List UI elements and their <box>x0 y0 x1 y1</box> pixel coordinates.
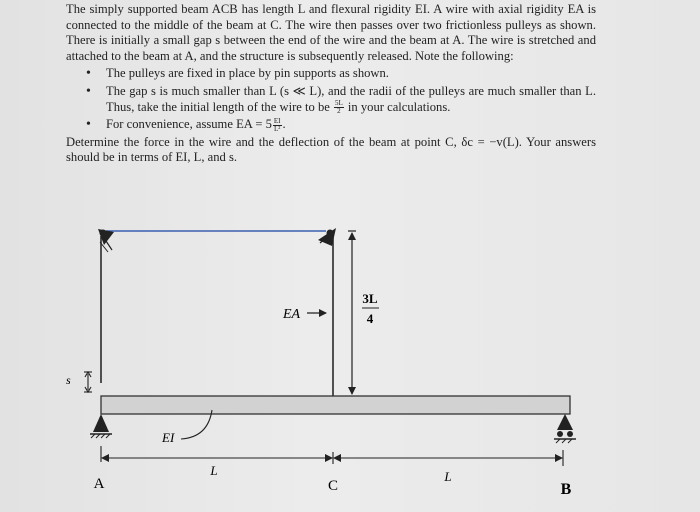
span-label-ac: L <box>210 463 218 478</box>
support-a <box>90 414 112 438</box>
beam <box>101 396 570 414</box>
support-b <box>554 414 576 443</box>
point-b-label: B <box>560 481 572 498</box>
note-ea: • For convenience, assume EA = 5 $\frac{EI}{\text{L²}}$ . <box>66 117 596 133</box>
span-dimension <box>101 446 563 466</box>
problem-intro: The simply supported beam ACB has length L and flexural rigidity EI. A wire with axial rigidity EA is connected to the middle of the beam at C. The wire then passes over two frictionless pulleys as shown. There is initially a small gap s between the end of the wire and the beam at A. The wire is stretched and attached to the beam at A, and the structure is subsequently released. Note the following: <box>66 2 596 63</box>
height-label-den: 4 <box>366 311 374 326</box>
point-c-label: C <box>327 478 339 494</box>
wire-length-fraction: $\frac{5L}{2}$ <box>334 99 343 116</box>
gap-label: s <box>66 373 71 387</box>
ea-label: EA <box>283 307 301 322</box>
span-label-cb: L <box>444 469 452 484</box>
note-pulleys: • The pulleys are fixed in place by pin supports as shown. <box>66 66 596 82</box>
ei-label: EI <box>162 430 175 445</box>
problem-question: Determine the force in the wire and the deflection of the beam at point C, δc = −v(L). Your answers should be in terms of EI, L, and s. <box>66 134 596 165</box>
note-gap: • The gap s is much smaller than L (s ≪ L), and the radii of the pulleys are much smaller than L. Thus, take the initial length of the wire to be $\frac{5L}{2}$ in your calculations. <box>66 84 596 115</box>
height-label-num: 3L <box>362 291 378 306</box>
ea-fraction: $\frac{EI}{\text{L²}}$ <box>273 116 281 133</box>
height-dimension <box>348 231 356 394</box>
point-a-label: A <box>93 476 105 492</box>
gap-dimension <box>84 372 92 392</box>
